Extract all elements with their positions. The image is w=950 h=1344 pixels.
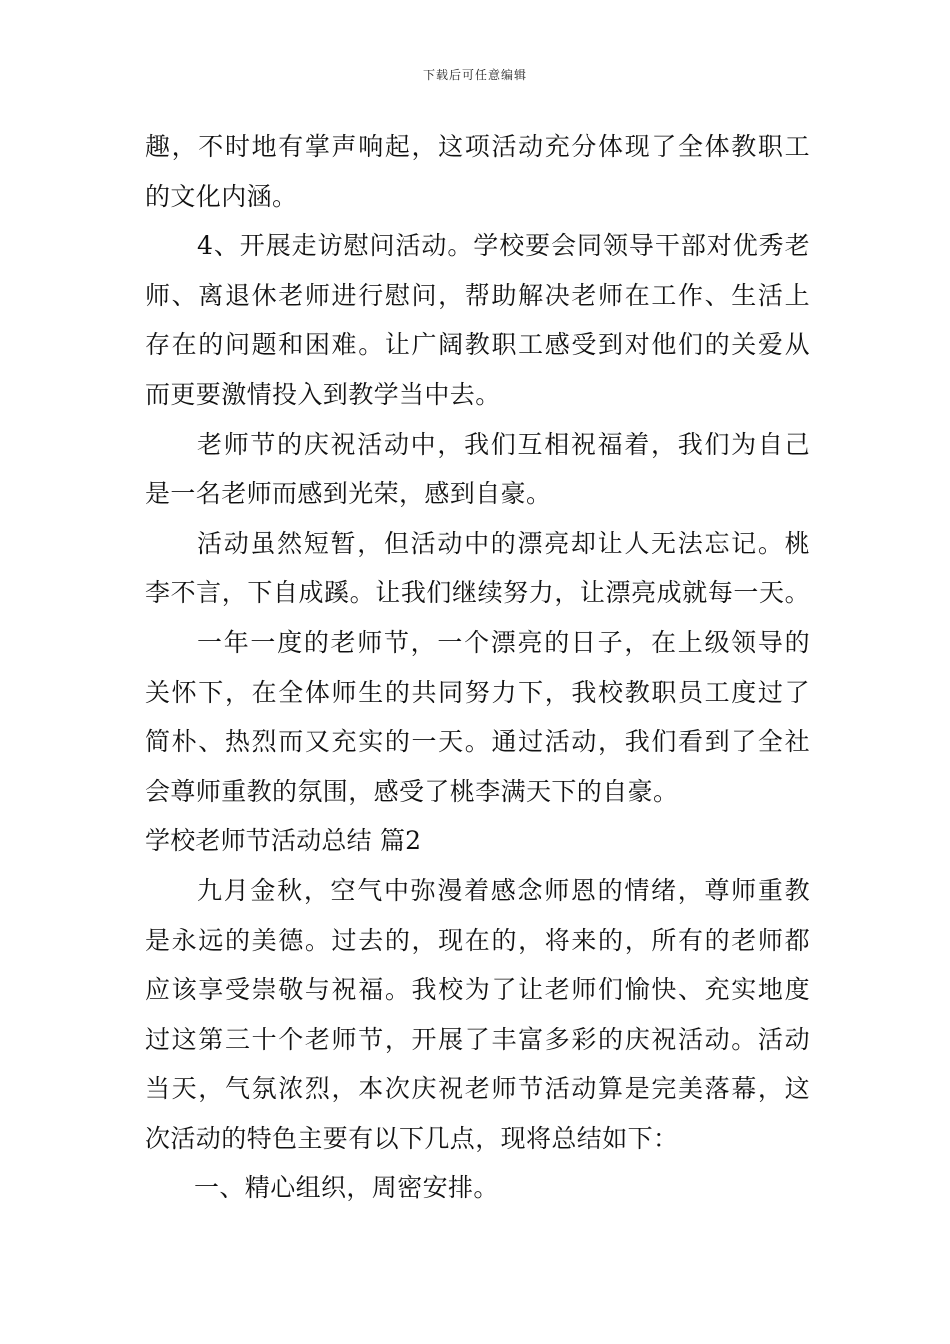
- text-line: 一、精心组织，周密安排。: [194, 1173, 499, 1203]
- page-header: 下载后可任意编辑: [422, 68, 527, 82]
- text-line: 应该享受崇敬与祝福。我校为了让老师们愉快、充实地度: [145, 975, 810, 1005]
- text-line: 活动虽然短暂，但活动中的漂亮却让人无法忘记。桃: [197, 528, 810, 558]
- document-body: [145, 122, 810, 1213]
- text-line: 是永远的美德。过去的，现在的，将来的，所有的老师都: [145, 925, 810, 955]
- text-line: 老师节的庆祝活动中，我们互相祝福着，我们为自己: [197, 429, 810, 459]
- text-line: 一年一度的老师节，一个漂亮的日子，在上级领导的: [197, 627, 810, 657]
- text-line: 李不言，下自成蹊。让我们继续努力，让漂亮成就每一天。: [145, 578, 810, 608]
- text-line: 次活动的特色主要有以下几点，现将总结如下：: [145, 1123, 679, 1153]
- text-line: 当天，气氛浓烈，本次庆祝老师节活动算是完美落幕，这: [145, 1074, 810, 1104]
- text-line: 九月金秋，空气中弥漫着感念师恩的情绪，尊师重教: [197, 875, 810, 905]
- text-line: 会尊师重教的氛围，感受了桃李满天下的自豪。: [145, 776, 679, 806]
- text-line: 的文化内涵。: [145, 181, 298, 211]
- text-line: 4、开展走访慰问活动。学校要会同领导干部对优秀老: [197, 231, 810, 261]
- text-line: 师、离退休老师进行慰问，帮助解决老师在工作、生活上: [145, 280, 810, 310]
- text-line: 关怀下，在全体师生的共同努力下，我校教职员工度过了: [145, 677, 810, 707]
- text-line: 简朴、热烈而又充实的一天。通过活动，我们看到了全社: [145, 727, 810, 757]
- text-line: 是一名老师而感到光荣，感到自豪。: [145, 479, 552, 509]
- text-line: 存在的问题和困难。让广阔教职工感受到对他们的关爱从: [145, 330, 810, 360]
- text-line: 过这第三十个老师节，开展了丰富多彩的庆祝活动。活动: [145, 1024, 810, 1054]
- section-heading: 学校老师节活动总结 篇2: [145, 826, 422, 856]
- text-line: 趣，不时地有掌声响起，这项活动充分体现了全体教职工: [145, 132, 810, 161]
- text-line: 而更要激情投入到教学当中去。: [145, 379, 501, 409]
